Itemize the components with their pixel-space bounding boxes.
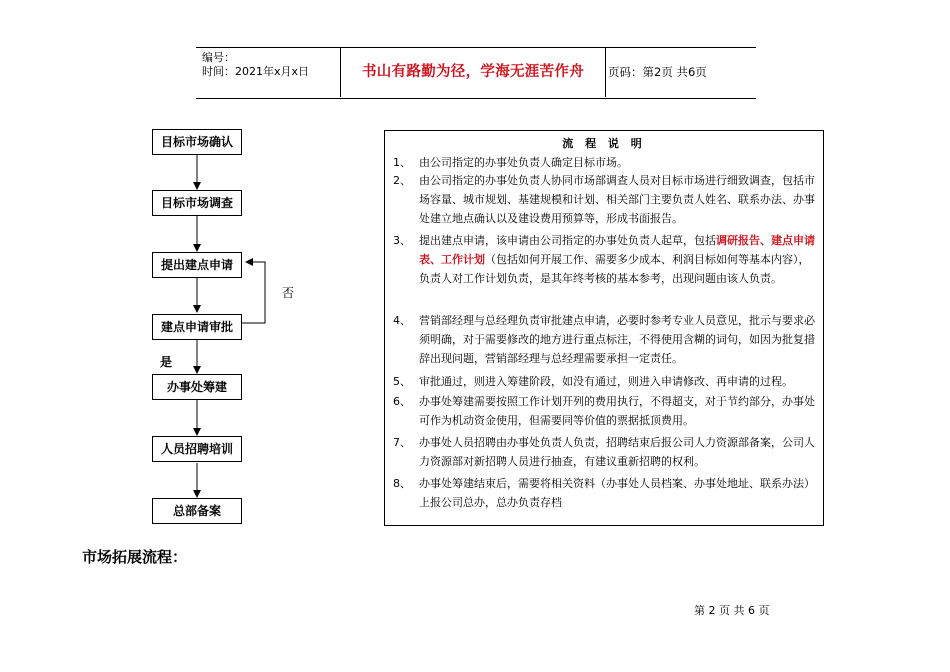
description-item: [393, 231, 817, 288]
item-text: 审批通过，则进入筹建阶段，如没有通过，则进入申请修改、再申请的过程。: [419, 375, 793, 388]
description-item: [393, 171, 817, 228]
highlight-separator: 、: [430, 253, 441, 266]
description-item: [393, 153, 817, 172]
description-item: [393, 392, 817, 430]
flow-step-confirm-market: 目标市场确认: [152, 129, 242, 155]
item-text-pre: 提出建点申请，该申请由公司指定的办事处负责人起草，包括: [419, 234, 716, 247]
item-number: 1、: [393, 156, 411, 169]
description-item: [393, 372, 817, 391]
item-number: 4、: [393, 314, 411, 327]
item-number: 6、: [393, 395, 411, 408]
loop-back-arrow: [242, 262, 265, 323]
flow-step-approval: 建点申请审批: [152, 314, 242, 340]
item-text-rich: [419, 231, 817, 288]
item-number: 2、: [393, 174, 411, 187]
flow-step-submit-application: 提出建点申请: [152, 252, 242, 278]
flow-step-recruit-training: 人员招聘培训: [152, 436, 242, 462]
section-title: 市场拓展流程：: [82, 548, 188, 566]
description-item: [393, 433, 817, 471]
item-text: 营销部经理与总经理负责审批建点申请，必要时参考专业人员意见，批示与要求必须明确，对于需要修改的地方进行重点标注，不得使用含糊的词句，如因为批复措辞出现问题，营销部经理与总经理需要承担一定责任。: [419, 314, 815, 365]
description-item: [393, 311, 817, 368]
highlight-research-report: 调研报告: [716, 234, 760, 247]
process-description-box: [384, 130, 824, 526]
item-text: 办事处人员招聘由办事处负责人负责，招聘结束后报公司人力资源部备案，公司人力资源部对新招聘人员进行抽查，有建议重新招聘的权利。: [419, 436, 815, 468]
page-footer: 第 2 页 共 6 页: [694, 604, 770, 617]
number-label: 编号：: [202, 51, 235, 64]
item-text: 办事处筹建结束后，需要将相关资料（办事处人员档案、办事处地址、联系办法）上报公司总办，总办负责存档: [419, 477, 815, 509]
item-number: 7、: [393, 436, 411, 449]
header-page-info: 页码：第2页 共6页: [608, 65, 707, 79]
item-number: 5、: [393, 375, 411, 388]
item-number: 8、: [393, 477, 411, 490]
item-text-post: （包括如何开展工作、需要多少成本、利润目标如何等基本内容），负责人对工作计划负责，是其年终考核的基本参考，出现问题由该人负责。: [419, 253, 810, 285]
flow-step-market-survey: 目标市场调查: [152, 190, 242, 216]
flow-yes-label: 是: [160, 355, 173, 369]
description-item: [393, 474, 817, 512]
flow-step-office-setup: 办事处筹建: [152, 374, 242, 400]
item-text: 办事处筹建需要按照工作计划开列的费用执行，不得超支，对于节约部分，办事处可作为机动资金使用，但需要同等价值的票据抵顶费用。: [419, 395, 815, 427]
time-label: 时间：2021年x月x日: [202, 65, 310, 78]
item-number: 3、: [393, 234, 411, 247]
item-text: 由公司指定的办事处负责人确定目标市场。: [419, 156, 628, 169]
highlight-separator: 、: [760, 234, 771, 247]
highlight-work-plan: 工作计划: [441, 253, 485, 266]
highlight-application-form: 建点申请表: [419, 234, 815, 266]
flow-no-label: 否: [282, 286, 295, 300]
description-title: 流 程 说 明: [562, 137, 646, 150]
item-text: 由公司指定的办事处负责人协同市场部调查人员对目标市场进行细致调查，包括市场容量、城市规划、基建规模和计划、相关部门主要负责人姓名、联系办法、办事处建立地点确认以及建设费用预算等，形成书面报告。: [419, 174, 815, 225]
flow-step-hq-filing: 总部备案: [152, 498, 242, 524]
header-slogan: 书山有路勤为径，学海无涯苦作舟: [340, 47, 606, 97]
